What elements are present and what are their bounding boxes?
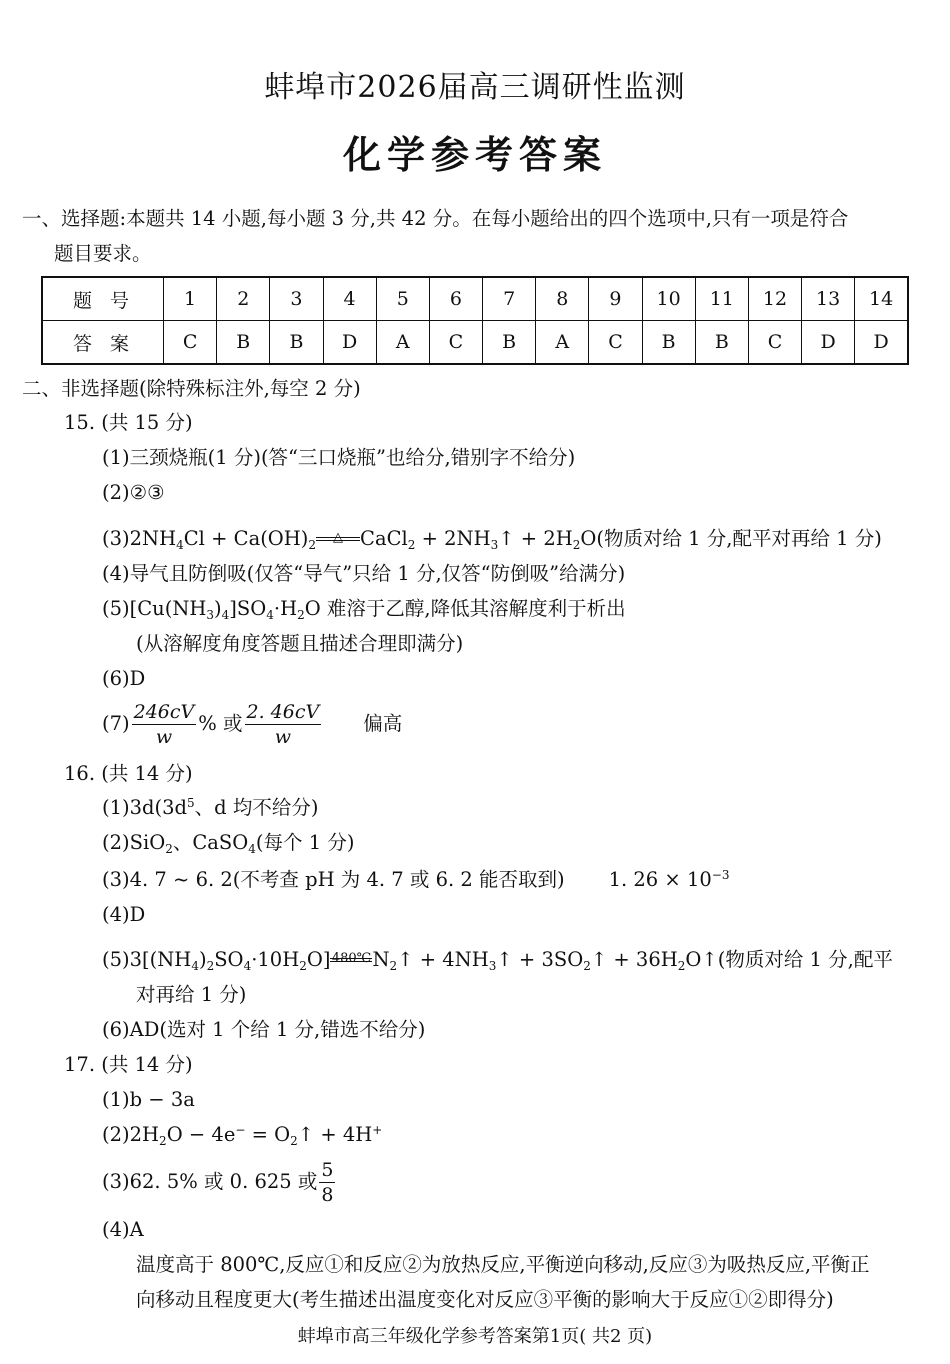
subscript: 2 xyxy=(159,1134,167,1148)
table-cell: D xyxy=(323,321,376,365)
equation-text: (2)2H xyxy=(102,1123,160,1146)
table-cell: 8 xyxy=(536,277,589,321)
q15-answer-5-note: (从溶解度角度答题且描述合理即满分) xyxy=(136,632,464,655)
answer-text: (5)[Cu(NH xyxy=(102,597,207,620)
table-cell: B xyxy=(217,321,270,365)
table-cell: 14 xyxy=(855,277,908,321)
table-header-answer: 答案 xyxy=(42,321,164,365)
superscript: + xyxy=(372,1123,383,1137)
equation-text: (3)2NH xyxy=(102,527,177,550)
equation-text: = O xyxy=(245,1123,291,1146)
equation-text: ↑ + 3SO xyxy=(496,948,584,971)
q15-answer-7 xyxy=(102,700,402,749)
fraction-denominator: 8 xyxy=(321,1184,334,1206)
table-cell: B xyxy=(695,321,748,365)
subscript: 2 xyxy=(290,1134,298,1148)
table-cell: C xyxy=(748,321,801,365)
fraction-denominator: w xyxy=(155,726,173,748)
table-cell: 7 xyxy=(483,277,536,321)
answer-value: 1. 26 × 10 xyxy=(608,868,712,891)
subscript: 3 xyxy=(490,538,499,552)
section2-heading: 二、非选择题(除特殊标注外,每空 2 分) xyxy=(22,377,361,400)
table-cell: B xyxy=(642,321,695,365)
answer-text: ·H xyxy=(273,597,298,620)
table-cell: 13 xyxy=(802,277,855,321)
equation-text: O(物质对给 1 分,配平对再给 1 分) xyxy=(580,527,882,550)
q16-answer-5 xyxy=(102,947,893,973)
table-header-number: 题号 xyxy=(42,277,164,321)
answer-result: 偏高 xyxy=(363,712,403,735)
fraction xyxy=(132,700,197,749)
fraction-numerator: 246cV xyxy=(133,701,195,723)
document-subtitle: 化学参考答案 xyxy=(342,133,607,177)
q17-answer-1: (1)b − 3a xyxy=(102,1088,195,1111)
subscript: 4 xyxy=(221,608,230,622)
answer-table xyxy=(41,276,909,365)
subscript: 3 xyxy=(488,959,497,973)
answer-text: % 或 xyxy=(198,712,243,735)
table-cell: A xyxy=(536,321,589,365)
answer-text: (1)3d(3d xyxy=(102,796,188,819)
q17-answer-4: (4)A xyxy=(102,1218,144,1241)
answer-text: (每个 1 分) xyxy=(255,831,355,854)
subscript: 2 xyxy=(165,842,173,856)
subscript: 4 xyxy=(266,608,274,622)
subscript: 2 xyxy=(389,959,398,973)
table-row-numbers xyxy=(42,277,908,321)
equation-text: O↑(物质对给 1 分,配平 xyxy=(685,948,893,971)
table-cell: 11 xyxy=(695,277,748,321)
equation-text: N xyxy=(372,948,390,971)
subscript: 2 xyxy=(583,959,591,973)
answer-text: (3)62. 5% 或 0. 625 或 xyxy=(102,1170,318,1193)
subscript: 4 xyxy=(191,959,199,973)
answer-text: ]SO xyxy=(229,597,267,620)
table-cell: A xyxy=(376,321,429,365)
answer-text: 、d 均不给分) xyxy=(194,796,319,819)
subscript: 4 xyxy=(248,842,256,856)
superscript: 5 xyxy=(187,796,195,810)
fraction-numerator: 5 xyxy=(321,1159,334,1181)
table-cell: 4 xyxy=(323,277,376,321)
fraction xyxy=(245,700,322,749)
subscript: 4 xyxy=(243,959,252,973)
equation-text: O] xyxy=(306,948,331,971)
table-cell: 12 xyxy=(748,277,801,321)
equation-text: SO xyxy=(214,948,244,971)
table-cell: C xyxy=(589,321,642,365)
q16-answer-1 xyxy=(102,795,318,821)
q17-answer-4-explanation: 温度高于 800℃,反应①和反应②为放热反应,平衡逆向移动,反应③为吸热反应,平衡正 xyxy=(136,1253,870,1276)
subscript: 4 xyxy=(176,538,184,552)
q17-answer-4-explanation-cont: 向移动且程度更大(考生描述出温度变化对反应③平衡的影响大于反应①②即得分) xyxy=(136,1288,834,1311)
subscript: 2 xyxy=(299,959,307,973)
page-footer: 蚌埠市高三年级化学参考答案第1页( 共2 页) xyxy=(297,1326,653,1347)
heat-symbol: △ xyxy=(333,530,344,545)
equation-text: CaCl xyxy=(360,527,408,550)
answer-text: ) xyxy=(214,597,222,620)
equation-text: (5)3[(NH xyxy=(102,948,192,971)
superscript: −3 xyxy=(711,868,730,882)
q15-answer-4: (4)导气且防倒吸(仅答“导气”只给 1 分,仅答“防倒吸”给满分) xyxy=(102,562,626,585)
subscript: 2 xyxy=(308,538,317,552)
q15-answer-5 xyxy=(102,596,626,622)
q15-answer-3 xyxy=(102,526,882,552)
table-cell: 2 xyxy=(217,277,270,321)
fraction-denominator: w xyxy=(274,726,291,748)
q16-answer-5-cont: 对再给 1 分) xyxy=(136,983,247,1006)
superscript: − xyxy=(235,1123,246,1137)
equation-text: ↑ + 2H xyxy=(498,527,573,550)
answer-text: (2)SiO xyxy=(102,831,166,854)
table-cell: B xyxy=(483,321,536,365)
equation-text: ·10H xyxy=(251,948,300,971)
table-cell: 9 xyxy=(589,277,642,321)
q17-answer-2 xyxy=(102,1122,382,1148)
answer-text: O 难溶于乙醇,降低其溶解度利于析出 xyxy=(304,597,626,620)
equation-text: ↑ + 36H xyxy=(590,948,678,971)
q16-answer-4: (4)D xyxy=(102,903,146,926)
equation-text: + 2NH xyxy=(415,527,491,550)
q16-heading: 16. (共 14 分) xyxy=(64,762,193,785)
temperature-label: 480℃ xyxy=(331,951,372,966)
equation-text: ) xyxy=(198,948,207,971)
table-cell: D xyxy=(802,321,855,365)
subscript: 3 xyxy=(206,608,215,622)
q15-answer-2: (2)②③ xyxy=(102,481,165,504)
q17-heading: 17. (共 14 分) xyxy=(64,1053,193,1076)
q15-answer-1: (1)三颈烧瓶(1 分)(答“三口烧瓶”也给分,错别字不给分) xyxy=(102,446,576,469)
fraction-numerator: 2. 46cV xyxy=(246,701,320,723)
subscript: 2 xyxy=(677,959,686,973)
q17-answer-3 xyxy=(102,1158,337,1207)
subscript: 2 xyxy=(572,538,581,552)
subscript: 2 xyxy=(297,608,305,622)
page-title: 蚌埠市2026届高三调研性监测 xyxy=(264,70,686,105)
table-cell: C xyxy=(429,321,482,365)
subscript: 2 xyxy=(407,538,416,552)
equation-text: ↑ + 4H xyxy=(297,1123,373,1146)
table-cell: D xyxy=(855,321,908,365)
section1-instruction: 一、选择题:本题共 14 小题,每小题 3 分,共 42 分。在每小题给出的四个选项中,只有一项是符合 xyxy=(22,207,849,230)
table-cell: 6 xyxy=(429,277,482,321)
subscript: 2 xyxy=(206,959,215,973)
answer-text: 、CaSO xyxy=(172,831,249,854)
fraction xyxy=(319,1158,335,1207)
q16-answer-2 xyxy=(102,830,354,856)
equation-text: O − 4e xyxy=(166,1123,236,1146)
equation-text: Cl + Ca(OH) xyxy=(183,527,309,550)
table-cell: 1 xyxy=(164,277,217,321)
table-cell: 10 xyxy=(642,277,695,321)
q16-answer-6: (6)AD(选对 1 个给 1 分,错选不给分) xyxy=(102,1018,426,1041)
answer-text: (3)4. 7 ~ 6. 2(不考查 pH 为 4. 7 或 6. 2 能否取到) xyxy=(102,868,565,891)
section1-instruction-cont: 题目要求。 xyxy=(54,242,152,265)
equation-text: ↑ + 4NH xyxy=(397,948,489,971)
table-row-answers xyxy=(42,321,908,365)
table-cell: 3 xyxy=(270,277,323,321)
table-cell: 5 xyxy=(376,277,429,321)
answer-label: (7) xyxy=(102,712,130,735)
q16-answer-3 xyxy=(102,867,729,893)
q15-heading: 15. (共 15 分) xyxy=(64,411,193,434)
table-cell: C xyxy=(164,321,217,365)
q15-answer-6: (6)D xyxy=(102,667,146,690)
table-cell: B xyxy=(270,321,323,365)
